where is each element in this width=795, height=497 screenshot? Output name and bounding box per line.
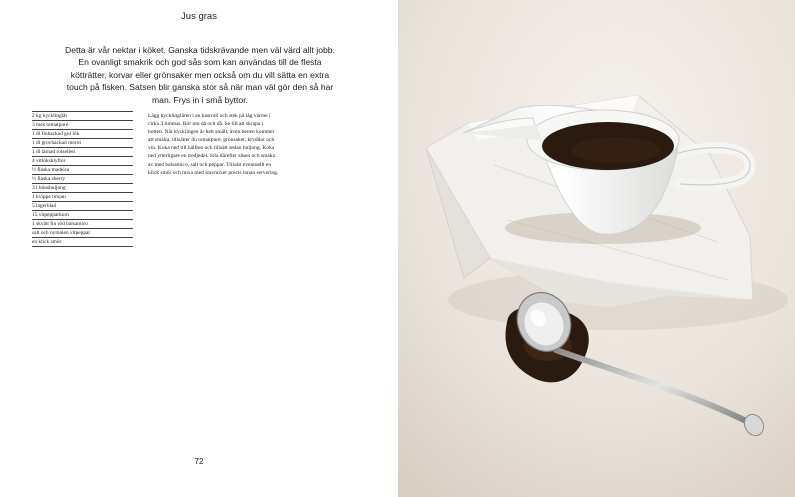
ingredient-item: 5 lagerblad [32, 202, 133, 211]
sauce-boat-photo [398, 0, 795, 497]
ingredient-list [32, 111, 133, 247]
ingredient-item: 1 kvippe timjan [32, 193, 133, 202]
ingredient-item: ½ flaska madeira [32, 166, 133, 175]
ingredient-item: 1 skvätt fin röd balsamico [32, 220, 133, 229]
recipe-method: Lägg kycklinglåren i en kastrull och stek på låg värme i cirka 3 timmar. Rör om då och då. Se till att skrapa i botten. När kycklingen är helt smält, även benen kommer att smälta, tillsätter du tomatpuré, grönsaker, kryddor och vin. Koka ned till hälften och tillsätt sedan buljong. Koka ned ytterligare en tredjedel. Sila därefter såsen och smaka av med balsamico, salt och peppar. Tillsätt eventuellt en klick smör och mixa med stavmixer precis innan servering. [148, 113, 279, 176]
ingredient-item: 1 dl grovhackad morot [32, 139, 133, 148]
ingredient-item: ½ flaska sherry [32, 175, 133, 184]
ingredient-item: 3 msk tomatpuré [32, 121, 133, 130]
ingredient-item: 3 l hönsbuljong [32, 184, 133, 193]
ingredient-item: 1 dl tärnad rotselleri [32, 148, 133, 157]
right-page-photo [398, 0, 795, 497]
recipe-title: Jus gras [181, 11, 217, 22]
ingredient-item: 15 vitpepparkorn [32, 211, 133, 220]
page-number: 72 [194, 457, 204, 466]
ingredient-item: en klick smör [32, 238, 133, 247]
ingredient-item: 4 vitlöksklyftor [32, 157, 133, 166]
recipe-intro: Detta är vår nektar i köket. Ganska tidskrävande men väl värd allt jobb. En ovanligt smakrik och god sås som kan användas till de flesta kötträtter, korvar eller grönsaker men också om du vill sätta en extra touch på fisken. Satsen blir ganska stor så när man väl gör den så har man. Frys in i små byttor. [65, 45, 335, 105]
ingredient-item: salt och nymalen vitpeppar [32, 229, 133, 238]
ingredient-item: 1 dl finhackad gul lök [32, 130, 133, 139]
ingredient-item: 2 kg kycklinglår [32, 111, 133, 121]
